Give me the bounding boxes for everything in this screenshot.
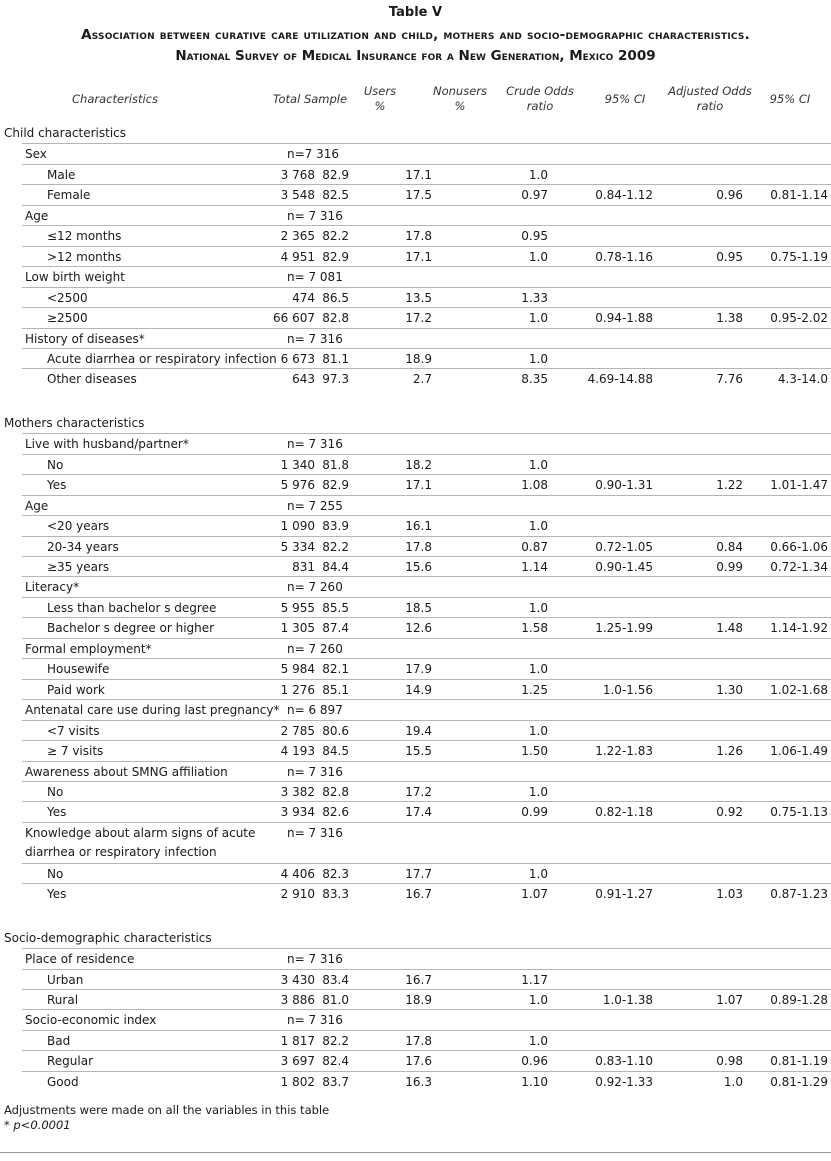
cell: 1 802 [280, 1074, 315, 1089]
cell: 16.3 [405, 1074, 432, 1089]
cell: 0.84 [716, 539, 743, 554]
table-row [22, 246, 831, 267]
cell: 82.2 [322, 1033, 349, 1048]
cell: 1.0 [528, 600, 548, 615]
group-row [22, 433, 831, 454]
cell: 1 340 [280, 457, 315, 472]
cell: 83.4 [322, 972, 349, 987]
sample-size: n= 7 316 [287, 952, 343, 967]
sample-size: n= 7 255 [287, 498, 343, 513]
cell: 0.95 [521, 229, 548, 244]
table-title: Table V [388, 5, 443, 20]
cell: 1 817 [280, 1033, 315, 1048]
row-label: Male [47, 167, 76, 182]
cell: 82.9 [322, 478, 349, 493]
row-label: Other diseases [47, 372, 137, 387]
row-label: No [47, 784, 64, 799]
cell: 1.14-1.92 [770, 621, 828, 636]
row-label: Live with husband/partner* [25, 437, 189, 452]
cell: 0.82-1.18 [595, 805, 653, 820]
group-row [22, 1009, 831, 1030]
cell: 3 886 [280, 993, 315, 1007]
sample-size: n= 6 897 [287, 703, 343, 718]
cell: 81.0 [322, 993, 349, 1007]
cell: 1.14 [521, 560, 548, 574]
footnote: * p<0.0001 [4, 1118, 71, 1132]
cell: 1.02-1.68 [770, 682, 828, 697]
cell: 0.99 [521, 805, 548, 820]
row-label: Low birth weight [25, 270, 125, 285]
cell: 82.4 [322, 1054, 349, 1069]
cell: 0.90-1.31 [595, 478, 653, 493]
cell: 1.0 [528, 457, 548, 472]
cell: 86.5 [322, 290, 349, 305]
cell: 0.90-1.45 [595, 560, 653, 574]
cell: 1.58 [521, 621, 548, 636]
cell: 3 382 [280, 784, 315, 799]
table-row [22, 863, 831, 884]
cell: 7.76 [716, 372, 743, 387]
cell: 83.3 [322, 887, 349, 902]
cell: 831 [292, 560, 315, 574]
column-header: 95% CI [604, 92, 646, 106]
row-label: Age [25, 498, 49, 513]
cell: 3 548 [280, 188, 315, 203]
sample-size: n= 7 316 [287, 825, 343, 840]
cell: 82.6 [322, 805, 349, 820]
cell: 1.26 [716, 744, 743, 759]
column-header: Characteristics [72, 92, 158, 106]
cell: 8.35 [521, 372, 548, 387]
table-row [22, 1030, 831, 1051]
section-header-row [0, 413, 831, 433]
cell: 1.50 [521, 744, 548, 759]
cell: 97.3 [322, 372, 349, 387]
table-row [22, 740, 831, 761]
row-label: Sex [25, 147, 47, 162]
cell: 0.72-1.05 [595, 539, 653, 554]
table-row [22, 989, 831, 1010]
row-label: Socio-economic index [25, 1013, 157, 1028]
cell: 6 673 [280, 351, 315, 366]
cell: 1.0 [528, 351, 548, 366]
cell: 18.9 [405, 993, 432, 1007]
table-row [22, 720, 831, 741]
cell: 82.2 [322, 539, 349, 554]
cell: 15.5 [405, 744, 432, 759]
table-row [22, 515, 831, 536]
row-label: Literacy* [25, 580, 80, 595]
sample-size: n= 7 260 [287, 580, 343, 595]
cell: 1.08 [521, 478, 548, 493]
cell: 2 785 [280, 723, 315, 738]
cell: 81.1 [322, 351, 349, 366]
group-row [22, 328, 831, 349]
table-row [22, 164, 831, 185]
cell: 0.98 [716, 1054, 743, 1069]
cell: 0.75-1.13 [770, 805, 828, 820]
cell: 0.92 [716, 805, 743, 820]
cell: 1.22-1.83 [595, 744, 653, 759]
column-header: Adjusted Odds ratio [668, 84, 752, 113]
cell: 0.87-1.23 [770, 887, 828, 902]
cell: 0.99 [716, 560, 743, 574]
column-header: Crude Odds ratio [506, 84, 574, 113]
column-header: Total Sample [272, 92, 348, 106]
cell: 83.9 [322, 519, 349, 534]
cell: 82.3 [322, 866, 349, 881]
cell: 87.4 [322, 621, 349, 636]
cell: 13.5 [405, 290, 432, 305]
table-row [22, 597, 831, 618]
table-row [0, 904, 831, 924]
cell: 1.0 [528, 784, 548, 799]
group-row [22, 576, 831, 597]
cell: 16.7 [405, 972, 432, 987]
cell: 1.0 [528, 866, 548, 881]
cell: 1.33 [521, 290, 548, 305]
table-row [22, 225, 831, 246]
cell: 1.0 [528, 662, 548, 677]
section-header-row [0, 928, 831, 948]
cell: 16.7 [405, 887, 432, 902]
cell: 0.96 [521, 1054, 548, 1069]
column-header: 95% CI [769, 92, 811, 106]
cell: 1.0 [528, 167, 548, 182]
row-label: Urban [47, 972, 84, 987]
table-row [22, 184, 831, 205]
cell: 1.22 [716, 478, 743, 493]
cell: 15.6 [405, 560, 432, 574]
row-label: Formal employment* [25, 641, 152, 656]
row-label: diarrhea or respiratory infection [25, 845, 217, 860]
column-header: Users % [363, 84, 397, 113]
sample-size: n= 7 316 [287, 331, 343, 346]
row-label: Age [25, 208, 49, 223]
cell: 1.0-1.56 [602, 682, 653, 697]
sample-size: n= 7 316 [287, 208, 343, 223]
group-row [22, 822, 831, 843]
cell: 0.81-1.29 [770, 1074, 828, 1089]
table-row [22, 1071, 831, 1092]
row-label: No [47, 457, 64, 472]
bottom-rule [0, 1152, 831, 1153]
cell: 0.84-1.12 [595, 188, 653, 203]
table-row [22, 454, 831, 475]
cell: 82.5 [322, 188, 349, 203]
cell: 643 [292, 372, 315, 387]
cell: 0.89-1.28 [770, 993, 828, 1007]
table-row [22, 781, 831, 802]
cell: 1 090 [280, 519, 315, 534]
cell: 1.0 [528, 249, 548, 264]
table-row [22, 368, 831, 389]
row-label: >12 months [47, 249, 122, 264]
cell: 3 697 [280, 1054, 315, 1069]
row-label: <2500 [47, 290, 88, 305]
row-label: Bachelor s degree or higher [47, 621, 215, 636]
cell: 0.72-1.34 [770, 560, 828, 574]
cell: 84.5 [322, 744, 349, 759]
row-label: Yes [47, 805, 67, 820]
cell: 3 768 [280, 167, 315, 182]
cell: 80.6 [322, 723, 349, 738]
row-label: Good [47, 1074, 79, 1089]
row-label: Less than bachelor s degree [47, 600, 217, 615]
cell: 17.6 [405, 1054, 432, 1069]
cell: 82.8 [322, 311, 349, 326]
cell: 4.3-14.0 [777, 372, 828, 387]
group-row [22, 761, 831, 782]
sample-size: n= 7 316 [287, 1013, 343, 1028]
table-row [22, 536, 831, 557]
table-row [22, 617, 831, 638]
cell: 474 [292, 290, 315, 305]
cell: 0.92-1.33 [595, 1074, 653, 1089]
cell: 1.30 [716, 682, 743, 697]
cell: 82.1 [322, 662, 349, 677]
row-label: ≤12 months [47, 229, 122, 244]
table-row [22, 474, 831, 495]
cell: 1.07 [521, 887, 548, 902]
footnote: Adjustments were made on all the variables in this table [4, 1103, 330, 1117]
group-row [22, 205, 831, 226]
cell: 17.1 [405, 249, 432, 264]
cell: 5 976 [280, 478, 315, 493]
sample-size: n= 7 316 [287, 437, 343, 452]
cell: 17.1 [405, 478, 432, 493]
cell: 17.1 [405, 167, 432, 182]
cell: 83.7 [322, 1074, 349, 1089]
cell: 1.17 [521, 972, 548, 987]
cell: 17.8 [405, 229, 432, 244]
row-label: Child characteristics [4, 126, 127, 140]
row-label: 20-34 years [47, 539, 119, 554]
table-row [22, 969, 831, 990]
cell: 18.2 [405, 457, 432, 472]
cell: 3 430 [280, 972, 315, 987]
row-label: <7 visits [47, 723, 100, 738]
cell: 1.0 [528, 723, 548, 738]
cell: 1.0-1.38 [602, 993, 653, 1007]
cell: 17.9 [405, 662, 432, 677]
cell: 14.9 [405, 682, 432, 697]
cell: 1.0 [528, 311, 548, 326]
cell: 17.8 [405, 539, 432, 554]
cell: 17.7 [405, 866, 432, 881]
cell: 5 334 [280, 539, 315, 554]
cell: 5 955 [280, 600, 315, 615]
cell: 12.6 [405, 621, 432, 636]
cell: 1.03 [716, 887, 743, 902]
table-subtitle: Association between curative care utilization and child, mothers and socio-demographic characteristics. [81, 27, 750, 43]
row-label: Bad [47, 1033, 71, 1048]
table-row [22, 801, 831, 822]
row-label: <20 years [47, 519, 110, 534]
section-header-row [0, 123, 831, 143]
group-row [22, 495, 831, 516]
cell: 17.4 [405, 805, 432, 820]
cell: 1.06-1.49 [770, 744, 828, 759]
table-row [0, 842, 831, 862]
table-row [22, 1050, 831, 1071]
table-subtitle-2: National Survey of Medical Insurance for a New Generation, Mexico 2009 [175, 48, 656, 64]
row-label: Socio-demographic characteristics [4, 930, 212, 945]
row-label: Mothers characteristics [4, 415, 145, 430]
cell: 1.07 [716, 993, 743, 1007]
cell: 2 365 [280, 229, 315, 244]
table-row [22, 556, 831, 577]
cell: 4.69-14.88 [587, 372, 653, 387]
cell: 4 951 [280, 249, 315, 264]
cell: 0.94-1.88 [595, 311, 653, 326]
cell: 17.8 [405, 1033, 432, 1048]
cell: 2.7 [412, 372, 432, 387]
row-label: Yes [47, 478, 67, 493]
cell: 17.2 [405, 784, 432, 799]
column-header: Nonusers % [432, 84, 487, 113]
row-label: History of diseases* [25, 331, 145, 346]
table-row [22, 658, 831, 679]
row-label: Female [47, 188, 91, 203]
cell: 1.0 [528, 519, 548, 534]
cell: 1.10 [521, 1074, 548, 1089]
table-row [22, 348, 831, 369]
cell: 16.1 [405, 519, 432, 534]
sample-size: n= 7 260 [287, 641, 343, 656]
cell: 0.66-1.06 [770, 539, 828, 554]
group-row [22, 266, 831, 287]
row-label: Awareness about SMNG affiliation [25, 764, 228, 779]
cell: 18.5 [405, 600, 432, 615]
cell: 1.25 [521, 682, 548, 697]
cell: 0.81-1.19 [770, 1054, 828, 1069]
row-label: ≥2500 [47, 311, 88, 326]
cell: 0.78-1.16 [595, 249, 653, 264]
cell: 0.95-2.02 [770, 311, 828, 326]
table-row [22, 287, 831, 308]
cell: 1.01-1.47 [770, 478, 828, 493]
cell: 0.96 [716, 188, 743, 203]
cell: 1 305 [280, 621, 315, 636]
cell: 1.0 [528, 1033, 548, 1048]
table-row [0, 389, 831, 409]
group-row [22, 143, 831, 164]
cell: 4 193 [280, 744, 315, 759]
sample-size: n=7 316 [287, 147, 340, 162]
row-label: Place of residence [25, 952, 135, 967]
group-row [22, 948, 831, 969]
group-row [22, 638, 831, 659]
row-label: Knowledge about alarm signs of acute [25, 825, 256, 840]
cell: 0.87 [521, 539, 548, 554]
row-label: Yes [47, 887, 67, 902]
cell: 1.0 [528, 993, 548, 1007]
row-label: Rural [47, 993, 79, 1007]
cell: 5 984 [280, 662, 315, 677]
cell: 1.0 [723, 1074, 743, 1089]
cell: 82.9 [322, 249, 349, 264]
cell: 2 910 [280, 887, 315, 902]
cell: 85.5 [322, 600, 349, 615]
row-label: No [47, 866, 64, 881]
cell: 0.97 [521, 188, 548, 203]
cell: 66 607 [273, 311, 315, 326]
row-label: Paid work [47, 682, 105, 697]
cell: 82.8 [322, 784, 349, 799]
table-row [22, 883, 831, 904]
group-row [22, 699, 831, 720]
cell: 3 934 [280, 805, 315, 820]
cell: 17.2 [405, 311, 432, 326]
sample-size: n= 7 081 [287, 270, 343, 285]
row-label: Acute diarrhea or respiratory infection [47, 351, 277, 366]
sample-size: n= 7 316 [287, 764, 343, 779]
cell: 4 406 [280, 866, 315, 881]
cell: 0.75-1.19 [770, 249, 828, 264]
cell: 82.9 [322, 167, 349, 182]
cell: 1.48 [716, 621, 743, 636]
cell: 18.9 [405, 351, 432, 366]
cell: 85.1 [322, 682, 349, 697]
cell: 19.4 [405, 723, 432, 738]
cell: 81.8 [322, 457, 349, 472]
row-label: ≥ 7 visits [47, 744, 104, 759]
row-label: Antenatal care use during last pregnancy* [25, 703, 280, 718]
cell: 0.91-1.27 [595, 887, 653, 902]
table-row [22, 679, 831, 700]
table-row [22, 307, 831, 328]
cell: 82.2 [322, 229, 349, 244]
cell: 0.83-1.10 [595, 1054, 653, 1069]
cell: 1.25-1.99 [595, 621, 653, 636]
row-label: Housewife [47, 662, 110, 677]
cell: 1 276 [280, 682, 315, 697]
row-label: ≥35 years [47, 560, 110, 574]
cell: 0.95 [716, 249, 743, 264]
row-label: Regular [47, 1054, 94, 1069]
cell: 84.4 [322, 560, 349, 574]
cell: 1.38 [716, 311, 743, 326]
cell: 17.5 [405, 188, 432, 203]
cell: 0.81-1.14 [770, 188, 828, 203]
